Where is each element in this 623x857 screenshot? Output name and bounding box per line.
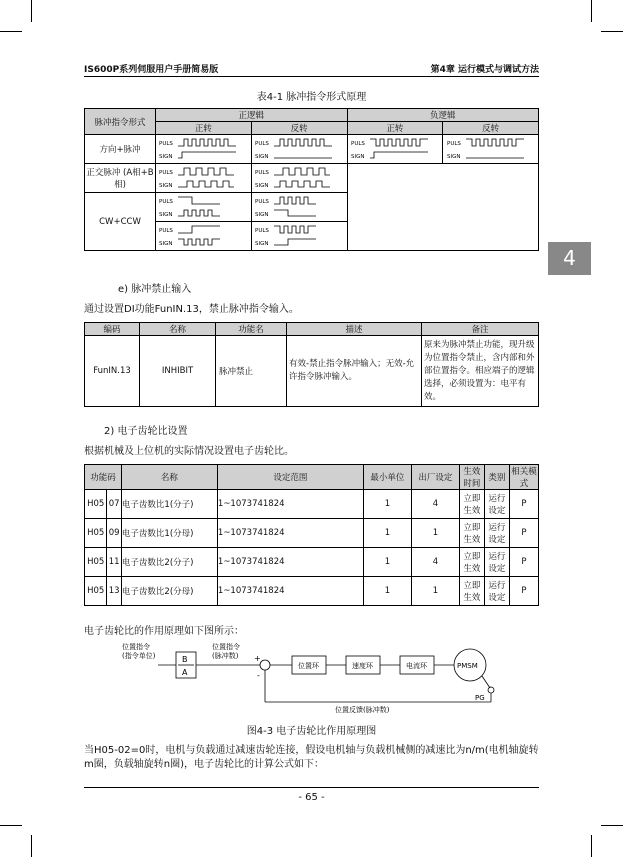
col-code: 编码: [85, 323, 140, 336]
cell: 电子齿数比2(分母): [121, 577, 217, 606]
col-mode: 相关模式: [509, 465, 538, 490]
cell: H05: [85, 548, 107, 577]
cell: H05: [85, 577, 107, 606]
waveform: [251, 135, 347, 164]
cell: 立即生效: [459, 577, 484, 606]
section-2-desc: 根据机械及上位机的实际情况设置电子齿轮比。: [84, 446, 294, 457]
col-form: 脉冲指令形式: [85, 109, 156, 135]
cell: 立即生效: [459, 519, 484, 548]
plus-sign: +: [254, 654, 261, 663]
waveform: [251, 222, 347, 251]
pg-label: PG: [475, 694, 485, 702]
pulse-form-table: [84, 108, 539, 251]
wave-label: SIGN: [255, 183, 269, 189]
rev: 反转: [443, 122, 539, 135]
inhibit-table: [84, 322, 539, 407]
cell: 立即生效: [459, 548, 484, 577]
cell: 4: [411, 490, 459, 519]
empty-cell: [347, 164, 539, 251]
page-header: [84, 62, 539, 77]
wave-label: PULS: [159, 199, 174, 205]
minus-sign: -: [257, 671, 260, 680]
waveform: [251, 164, 347, 193]
wave-label: SIGN: [159, 212, 173, 218]
header-right: 第4章 运行模式与调试方法: [430, 65, 539, 75]
col-default: 出厂设定: [411, 465, 459, 490]
table-row: [85, 490, 539, 519]
row-cw-ccw: CW+CCW: [85, 193, 156, 251]
speed-loop: 速度环: [352, 662, 373, 670]
col-category: 类别: [484, 465, 509, 490]
cell: 1~1073741824: [217, 490, 363, 519]
wave-label: SIGN: [446, 154, 461, 160]
pos-logic: 正逻辑: [156, 109, 348, 122]
code-cell: FunIN.13: [85, 336, 140, 407]
chapter-tab: 4: [548, 242, 591, 275]
motor-label: PMSM: [457, 662, 478, 670]
final-text: 当H05-02=0时，电机与负载通过减速齿轮连接，假设电机轴与负载机械侧的减速比为n/m(电机轴旋转m圈，负载轴旋转n圈)，电子齿轮比的计算公式如下：: [84, 745, 539, 770]
row-dir-pulse: 方向+脉冲: [85, 135, 156, 164]
crop-mark: [31, 0, 32, 22]
cell: 1~1073741824: [217, 519, 363, 548]
current-loop: 电流环: [406, 662, 427, 670]
gear-param-table: [84, 464, 539, 606]
col-effect: 生效时间: [459, 465, 484, 490]
desc-cell: 有效-禁止指令脉冲输入；无效-允许指令脉冲输入。: [287, 336, 422, 407]
crop-mark: [0, 31, 22, 32]
cell: 07: [107, 490, 122, 519]
cell: 电子齿数比1(分母): [121, 519, 217, 548]
wave-label: PULS: [159, 228, 174, 234]
page-number: - 65 -: [298, 792, 325, 803]
cell: 运行设定: [484, 490, 509, 519]
wave-label: SIGN: [255, 154, 269, 160]
wave-label: PULS: [159, 141, 174, 147]
col-name: 名称: [140, 323, 216, 336]
col-desc: 描述: [287, 323, 422, 336]
gear-intro: 电子齿轮比的作用原理如下图所示：: [84, 626, 244, 637]
section-2-label: 2) 电子齿轮比设置: [104, 426, 188, 437]
cell: 运行设定: [484, 548, 509, 577]
waveform: [156, 193, 252, 222]
encoder: [488, 687, 494, 693]
col-fcode: 功能码: [85, 465, 122, 490]
wave-label: SIGN: [159, 241, 173, 247]
waveform: [156, 135, 252, 164]
crop-mark: [601, 825, 623, 826]
name-cell: INHIBIT: [140, 336, 216, 407]
crop-mark: [601, 31, 623, 32]
table-row: [85, 548, 539, 577]
neg-logic: 负逻辑: [347, 109, 539, 122]
wave-label: SIGN: [255, 241, 269, 247]
cell: 立即生效: [459, 490, 484, 519]
header-left: IS600P系列伺服用户手册简易版: [84, 65, 219, 75]
cell: H05: [85, 490, 107, 519]
fwd: 正转: [156, 122, 252, 135]
crop-mark: [31, 835, 32, 857]
waveform: [443, 135, 539, 164]
cell: 电子齿数比1(分子): [121, 490, 217, 519]
cell: 电子齿数比2(分子): [121, 548, 217, 577]
cell: H05: [85, 519, 107, 548]
wave-label: SIGN: [350, 154, 365, 160]
cell: 1: [411, 577, 459, 606]
rev: 反转: [251, 122, 347, 135]
wave-label: PULS: [159, 170, 174, 176]
table1-caption: 表4-1 脉冲指令形式原理: [256, 92, 367, 103]
waveform: [251, 193, 347, 222]
wave-label: PULS: [255, 199, 270, 205]
gear-ratio-diagram: [120, 640, 500, 715]
col-func: 功能名: [216, 323, 287, 336]
diag-label: 位置指令: [212, 643, 240, 651]
col-pname: 名称: [121, 465, 217, 490]
remark-cell: 原来为脉冲禁止功能，现升级为位置指令禁止，含内部和外部位置指令。相应端子的逻辑选择，必须设置为：电平有效。: [422, 336, 539, 407]
gear-b: B: [182, 655, 188, 664]
section-e-desc: 通过设置DI功能FunIN.13，禁止脉冲指令输入。: [84, 304, 299, 315]
cell: P: [509, 548, 538, 577]
crop-mark: [591, 0, 592, 22]
col-range: 设定范围: [217, 465, 363, 490]
cell: 1: [363, 490, 411, 519]
cell: 09: [107, 519, 122, 548]
section-e-label: e) 脉冲禁止输入: [118, 284, 192, 295]
waveform: [347, 135, 443, 164]
wave-label: SIGN: [255, 212, 269, 218]
cell: 1: [363, 577, 411, 606]
cell: 运行设定: [484, 577, 509, 606]
diag-label: (指令单位): [122, 652, 156, 660]
cell: 1~1073741824: [217, 548, 363, 577]
cell: P: [509, 519, 538, 548]
cell: P: [509, 577, 538, 606]
wave-label: SIGN: [159, 183, 173, 189]
sum-junction: [260, 660, 270, 670]
pos-loop: 位置环: [298, 662, 319, 670]
cell: 1: [363, 548, 411, 577]
cell: 1: [411, 519, 459, 548]
cell: 1~1073741824: [217, 577, 363, 606]
wave-label: PULS: [255, 228, 270, 234]
crop-mark: [0, 825, 22, 826]
cell: 4: [411, 548, 459, 577]
col-remark: 备注: [422, 323, 539, 336]
waveform: [156, 222, 252, 251]
diag-label: 位置指令: [122, 643, 150, 651]
cell: P: [509, 490, 538, 519]
row-quadrature: 正交脉冲 (A相+B相): [85, 164, 156, 193]
wave-label: PULS: [446, 141, 461, 147]
waveform: [156, 164, 252, 193]
wave-label: PULS: [255, 141, 270, 147]
cell: 13: [107, 577, 122, 606]
crop-mark: [591, 835, 592, 857]
diag-label: (脉冲数): [212, 652, 239, 660]
func-cell: 脉冲禁止: [216, 336, 287, 407]
wave-label: PULS: [350, 141, 365, 147]
figure-caption: 图4-3 电子齿轮比作用原理图: [246, 726, 377, 737]
col-unit: 最小单位: [363, 465, 411, 490]
wave-label: SIGN: [159, 154, 173, 160]
cell: 运行设定: [484, 519, 509, 548]
feedback-label: 位置反馈(脉冲数): [335, 706, 390, 714]
table-row: [85, 519, 539, 548]
fwd: 正转: [347, 122, 443, 135]
footer-rule: [84, 787, 539, 788]
table-row: [85, 577, 539, 606]
wave-label: PULS: [255, 170, 270, 176]
cell: 11: [107, 548, 122, 577]
cell: 1: [363, 519, 411, 548]
gear-a: A: [182, 668, 188, 677]
